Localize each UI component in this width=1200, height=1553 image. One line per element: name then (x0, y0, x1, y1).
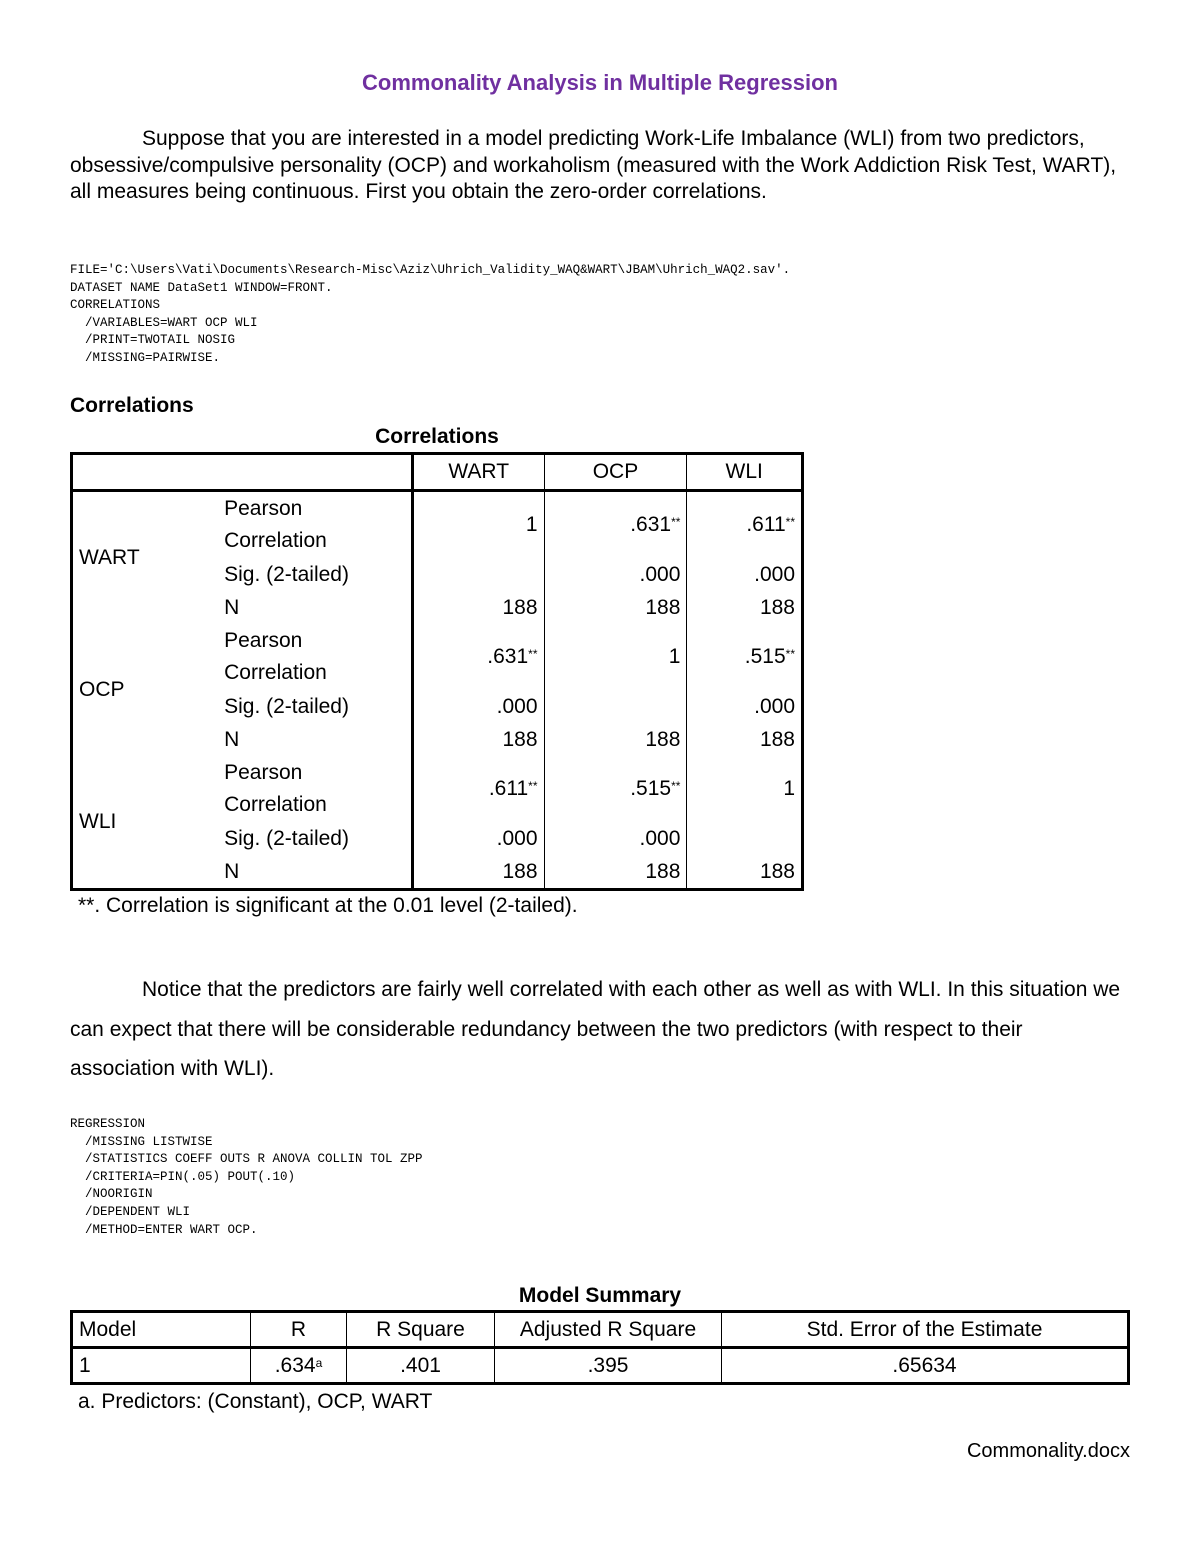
stat-label-pearson: Pearson Correlation (218, 756, 412, 822)
intro-text: Suppose that you are interested in a model predicting Work-Life Imbalance (WLI) from two predictors, obsessive/compulsive personality (OCP) and workaholism (measured with the Work Addiction Risk Test, WART), all measures being continuous. First you obtain the zero-order correlations. (70, 127, 1117, 203)
table-cell: .631** (544, 491, 687, 559)
column-header-model: Model (72, 1312, 251, 1348)
second-paragraph (70, 970, 1130, 1089)
table-cell: .401 (347, 1348, 495, 1384)
table-row (72, 624, 803, 690)
column-header-r: R (251, 1312, 347, 1348)
table-cell: .000 (754, 694, 795, 718)
table-corner-cell (72, 454, 413, 491)
model-summary-title: Model Summary (518, 1284, 682, 1307)
stat-label-n: N (218, 855, 412, 890)
table-cell: 1 (783, 777, 795, 800)
table-cell: 188 (544, 591, 687, 624)
table-cell: .611** (412, 756, 544, 822)
stat-label-pearson: Pearson Correlation (218, 624, 412, 690)
stat-label-pearson: Pearson Correlation (218, 491, 412, 559)
table-header-row (72, 454, 803, 491)
row-variable-label: WART (79, 546, 140, 569)
correlations-footnote: **. Correlation is significant at the 0.01 level (2-tailed). (78, 894, 578, 917)
column-header-wart: WART (412, 454, 544, 491)
table-cell: 1 (72, 1348, 251, 1384)
table-cell (412, 558, 544, 591)
table-row (72, 1348, 1129, 1384)
intro-paragraph (70, 126, 1130, 206)
table-cell: .000 (544, 558, 687, 591)
table-cell: .000 (412, 822, 544, 855)
table-cell: 1 (544, 624, 687, 690)
correlations-heading: Correlations (70, 394, 194, 417)
table-cell (687, 822, 803, 855)
table-row (72, 756, 803, 822)
document-footer: Commonality.docx (966, 1440, 1130, 1462)
column-header-adjusted-r-square: Adjusted R Square (495, 1312, 722, 1348)
table-cell: .631** (412, 624, 544, 690)
table-cell: 188 (544, 723, 687, 756)
table-cell: 1 (412, 491, 544, 559)
table-cell: 188 (759, 595, 795, 619)
table-cell: .000 (412, 690, 544, 723)
table-cell: .611** (746, 513, 795, 536)
table-cell: .515** (544, 756, 687, 822)
table-cell: .634$^a$ (251, 1348, 347, 1384)
table-cell: 188 (759, 859, 795, 883)
model-summary-table (70, 1310, 1130, 1385)
stat-label-sig: Sig. (2-tailed) (218, 822, 412, 855)
table-cell (544, 690, 687, 723)
table-row (72, 491, 803, 559)
stat-label-n: N (218, 591, 412, 624)
table-cell: 188 (412, 855, 544, 890)
correlations-table (70, 452, 804, 891)
column-header-r-square: R Square (347, 1312, 495, 1348)
column-header-wli: WLI (687, 454, 803, 491)
model-summary-footnote: a. Predictors: (Constant), OCP, WART (78, 1390, 433, 1413)
table-cell: 188 (412, 591, 544, 624)
regression-syntax: REGRESSION /MISSING LISTWISE /STATISTICS COEFF OUTS R ANOVA COLLIN TOL ZPP /CRITERIA=PIN(.05) POUT(.10) /NOORIGIN /DEPENDENT WLI /METHOD=ENTER WART OCP. (70, 1117, 423, 1237)
stat-label-sig: Sig. (2-tailed) (218, 690, 412, 723)
table-cell: .000 (754, 562, 795, 586)
column-header-std-error: Std. Error of the Estimate (722, 1312, 1129, 1348)
table-cell: 188 (412, 723, 544, 756)
table-cell: 188 (759, 727, 795, 751)
document-title: Commonality Analysis in Multiple Regression (362, 70, 838, 95)
table-header-row (72, 1312, 1129, 1348)
table-cell: .395 (495, 1348, 722, 1384)
table-cell: .000 (544, 822, 687, 855)
second-paragraph-text: Notice that the predictors are fairly well correlated with each other as well as with WLI. In this situation we can expect that there will be considerable redundancy between the two predictors (with respect to their association with WLI). (70, 978, 1121, 1080)
correlations-table-title: Correlations (375, 425, 499, 448)
correlations-syntax: FILE='C:\Users\Vati\Documents\Research-Misc\Aziz\Uhrich_Validity_WAQ&WART\JBAM\Uhrich_WAQ2.sav'. DATASET NAME DataSet1 WINDOW=FRONT. CORRELATIONS /VARIABLES=WART OCP WLI /PRINT=TWOTAIL NOSIG /MISSING=PAIRWISE. (70, 263, 791, 365)
row-variable-label: WLI (79, 810, 117, 833)
row-variable-label: OCP (79, 678, 125, 701)
stat-label-n: N (218, 723, 412, 756)
table-cell: .515** (744, 645, 795, 668)
table-cell: .65634 (722, 1348, 1129, 1384)
column-header-ocp: OCP (544, 454, 687, 491)
table-cell: 188 (544, 855, 687, 890)
stat-label-sig: Sig. (2-tailed) (218, 558, 412, 591)
